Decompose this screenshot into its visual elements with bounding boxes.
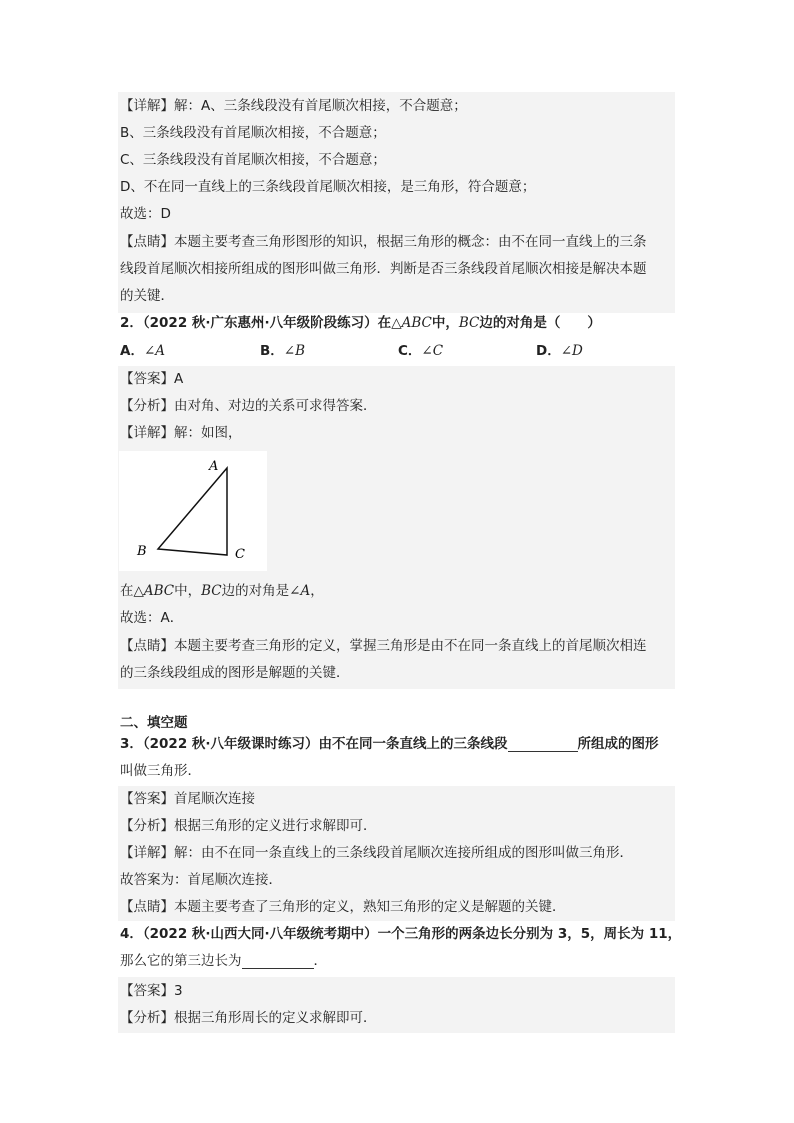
q4-stem-line-2: 那么它的第三边长为 ． — [120, 953, 327, 969]
q1-detail-line-b: B、三条线段没有首尾顺次相接，不合题意； — [120, 125, 386, 141]
q2-stem: 2．（2022 秋·广东惠州·八年级阶段练习）在△ABC中，BC边的对角是（ ） — [120, 315, 601, 331]
q1-point-line-1: 【点睛】本题主要考查三角形图形的知识，根据三角形的概念：由不在同一直线上的三条 — [120, 234, 647, 250]
q2-conclusion: 在△ABC中，BC边的对角是∠A， — [120, 583, 324, 599]
q2-answer: 【答案】A — [120, 371, 184, 387]
triangle-figure — [119, 451, 267, 571]
q3-stem-line-1: 3．（2022 秋·八年级课时练习）由不在同一条直线上的三条线段 所组成的图形 — [120, 736, 659, 752]
q4-blank — [242, 952, 314, 969]
q2-analysis: 【分析】由对角、对边的关系可求得答案． — [120, 398, 377, 414]
label-c: C — [235, 547, 245, 562]
q3-answer: 【答案】首尾顺次连接 — [120, 791, 255, 807]
q1-choice: 故选：D — [120, 206, 171, 222]
q1-detail-line-c: C、三条线段没有首尾顺次相接，不合题意； — [120, 152, 386, 168]
label-b: B — [137, 544, 147, 559]
q2-choice: 故选：A． — [120, 610, 184, 626]
triangle-abc — [158, 468, 227, 555]
q2-point-line-1: 【点睛】本题主要考查三角形的定义，掌握三角形是由不在同一条直线上的首尾顺次相连 — [120, 638, 647, 654]
q3-final: 故答案为：首尾顺次连接． — [120, 872, 282, 888]
label-a: A — [209, 459, 219, 474]
q3-point: 【点睛】本题主要考查了三角形的定义，熟知三角形的定义是解题的关键． — [120, 899, 566, 915]
q1-detail-line-a: 【详解】解：A、三条线段没有首尾顺次相接，不合题意； — [120, 98, 467, 114]
section-heading-fill-in: 二、填空题 — [120, 715, 188, 731]
option-a: A．∠A — [120, 343, 166, 359]
q2-options — [120, 338, 674, 364]
q3-detail: 【详解】解：由不在同一条直线上的三条线段首尾顺次连接所组成的图形叫做三角形． — [120, 845, 633, 861]
q3-analysis: 【分析】根据三角形的定义进行求解即可． — [120, 818, 377, 834]
q1-point-line-2: 线段首尾顺次相接所组成的图形叫做三角形．判断是否三条线段首尾顺次相接是解决本题 — [120, 261, 647, 277]
option-b: B．∠B — [260, 343, 306, 359]
q3-blank — [508, 735, 578, 752]
q4-answer: 【答案】3 — [120, 983, 183, 999]
q4-stem-line-1: 4．（2022 秋·山西大同·八年级统考期中）一个三角形的两条边长分别为 3，5，周长为 11， — [120, 926, 682, 942]
option-c: C．∠C — [398, 343, 444, 359]
q4-analysis: 【分析】根据三角形周长的定义求解即可． — [120, 1010, 377, 1026]
q1-point-line-3: 的关键． — [120, 288, 174, 304]
q3-stem-line-2: 叫做三角形． — [120, 763, 201, 779]
triangle-diagram — [119, 451, 267, 571]
q1-detail-line-d: D、不在同一直线上的三条线段首尾顺次相接，是三角形，符合题意； — [120, 179, 536, 195]
q2-point-line-2: 的三条线段组成的图形是解题的关键． — [120, 665, 350, 681]
q2-detail: 【详解】解：如图， — [120, 425, 242, 441]
option-d: D．∠D — [536, 343, 583, 359]
